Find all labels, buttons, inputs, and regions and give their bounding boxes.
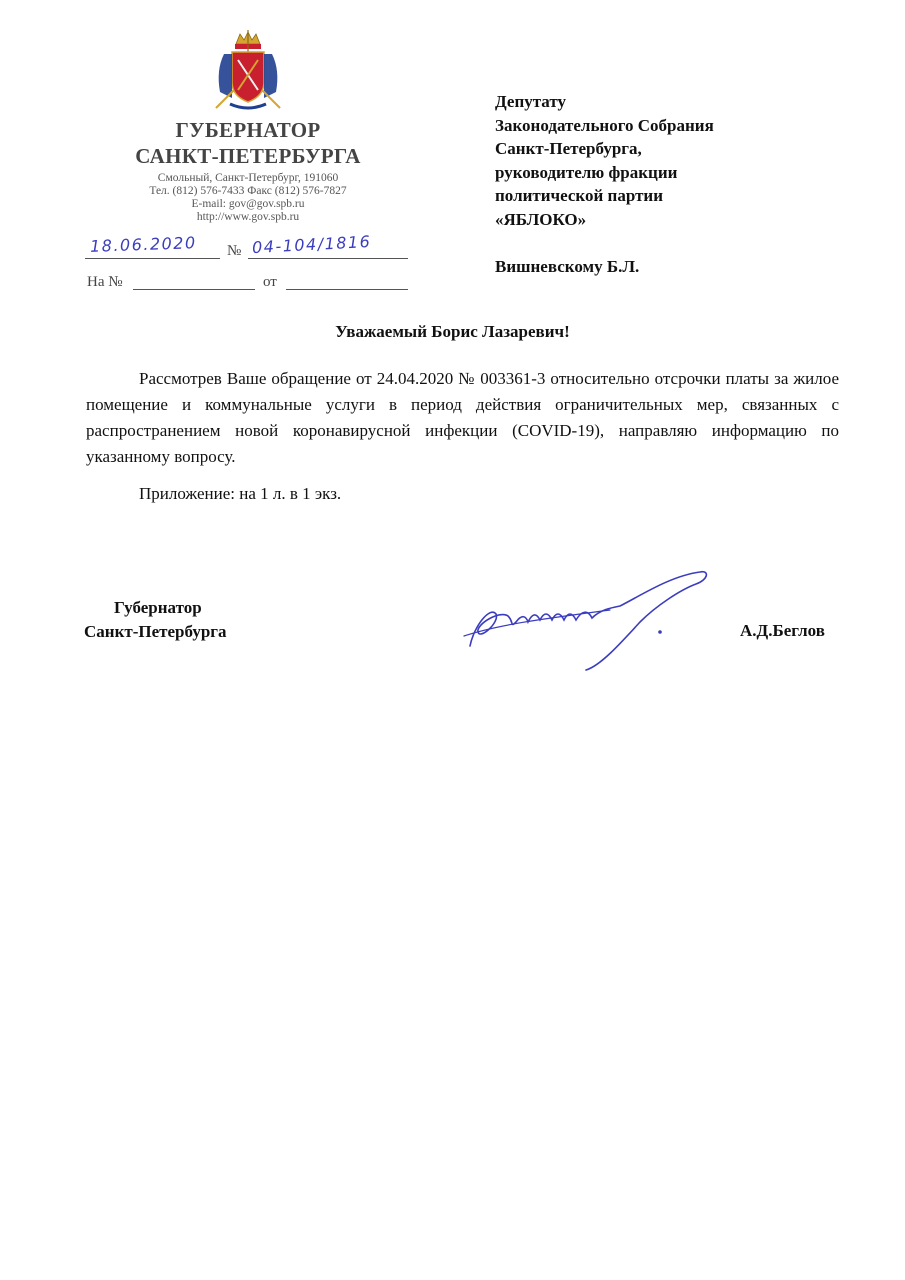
number-sign: № (227, 243, 242, 259)
addressee-line: руководителю фракции (495, 162, 678, 182)
addressee-line: Законодательного Собрания (495, 115, 714, 135)
handwritten-signature-icon (460, 566, 716, 678)
saint-petersburg-coat-of-arms-icon (206, 30, 290, 116)
addressee-line: Депутату (495, 92, 566, 111)
signer-title-line1: Губернатор (114, 598, 202, 617)
salutation: Уважаемый Борис Лазаревич! (335, 322, 570, 341)
reference-date-underline (286, 289, 408, 290)
date-underline (85, 258, 220, 259)
letterhead-phone-fax: Тел. (812) 576-7433 Факс (812) 576-7827 (149, 185, 347, 197)
signer-name: А.Д.Беглов (740, 621, 825, 640)
attachment-note: Приложение: на 1 л. в 1 экз. (139, 484, 342, 503)
reference-number-underline (133, 289, 255, 290)
letterhead-title-line2: САНКТ-ПЕТЕРБУРГА (135, 144, 361, 168)
addressee-name: Вишневскому Б.Л. (495, 257, 640, 276)
addressee-line: Санкт-Петербурга, (495, 139, 642, 158)
letter-body: Рассмотрев Ваше обращение от 24.04.2020 № 003361-3 относительно отсрочки платы за жилое помещение и коммунальные услуги в период действия ограничительных мер, связанных с распространением новой коронавирусной инфекции (COVID-19), направляю информацию по указанному вопросу. (86, 369, 839, 466)
addressee-line: политической партии (495, 186, 664, 205)
letterhead-title-line1: ГУБЕРНАТОР (175, 118, 321, 142)
signer-title-line2: Санкт-Петербурга (84, 622, 227, 641)
letterhead-website: http://www.gov.spb.ru (196, 211, 300, 223)
addressee-block (495, 90, 875, 279)
registration-number: 04-104/1816 (251, 231, 372, 258)
number-underline (248, 258, 408, 259)
letterhead-address: Смольный, Санкт-Петербург, 191060 (157, 172, 339, 184)
letterhead-email: E-mail: gov@gov.spb.ru (191, 198, 305, 210)
reference-number-label: На № (87, 274, 123, 290)
reference-date-label: от (263, 274, 277, 290)
addressee-line: «ЯБЛОКО» (495, 209, 587, 229)
registration-date: 18.06.2020 (89, 233, 197, 256)
